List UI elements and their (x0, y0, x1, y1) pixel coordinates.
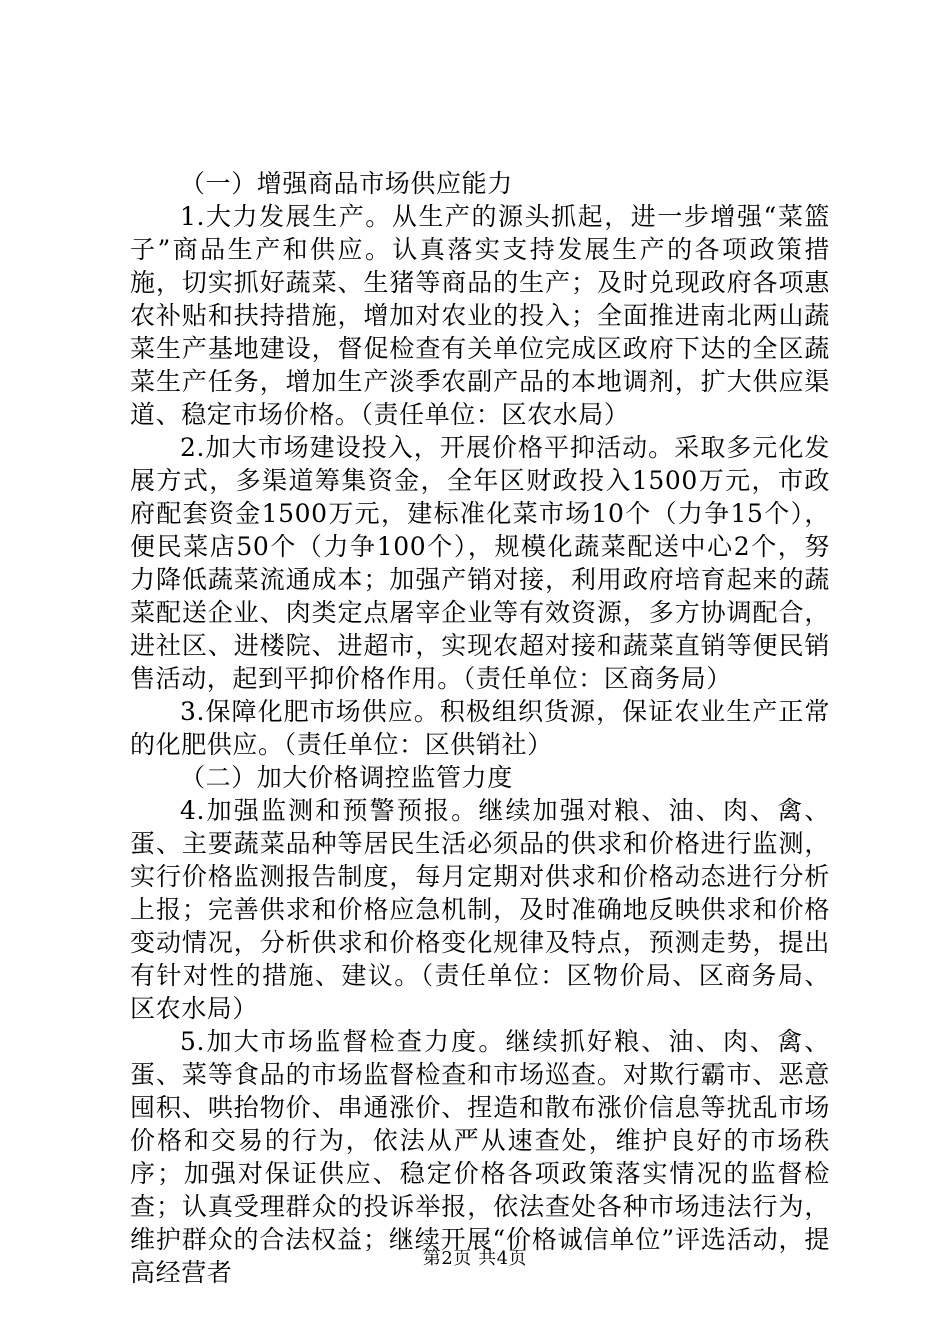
section-heading-1: （一）增强商品市场供应能力 (180, 169, 513, 198)
paragraph-5: 5.加大市场监督检查力度。继续抓好粮、油、肉、禽、蛋、菜等食品的市场监督检查和市场巡查。对欺行霸市、恶意囤积、哄抬物价、串通涨价、捏造和散布涨价信息等扰乱市场价格和交易的行为，依法从严从速查处，维护良好的市场秩序；加强对保证供应、稳定价格各项政策落实情况的监督检查；认真受理群众的投诉举报，依法查处各种市场违法行为，维护群众的合法权益；继续开展“价格诚信单位”评选活动，提高经营者 (130, 1027, 830, 1287)
paragraph-4: 4.加强监测和预警预报。继续加强对粮、油、肉、禽、蛋、主要蔬菜品种等居民生活必须品的供求和价格进行监测，实行价格监测报告制度，每月定期对供求和价格动态进行分析上报；完善供求和价格应急机制，及时准确地反映供求和价格变动情况，分析供求和价格变化规律及特点，预测走势，提出有针对性的措施、建议。（责任单位：区物价局、区商务局、区农水局） (130, 796, 830, 1023)
section-heading-2: （二）加大价格调控监管力度 (180, 763, 513, 792)
paragraph-2: 2.加大市场建设投入，开展价格平抑活动。采取多元化发展方式，多渠道筹集资金，全年区财政投入1500万元，市政府配套资金1500万元，建标准化菜市场10个（力争15个），便民菜店50个（力争100个），规模化蔬菜配送中心2个，努力降低蔬菜流通成本；加强产销对接，利用政府培育起来的蔬菜配送企业、肉类定点屠宰企业等有效资源，多方协调配合，进社区、进楼院、进超市，实现农超对接和蔬菜直销等便民销售活动，起到平抑价格作用。（责任单位：区商务局） (130, 433, 830, 693)
paragraph-1: 1.大力发展生产。从生产的源头抓起，进一步增强“菜篮子”商品生产和供应。认真落实支持发展生产的各项政策措施，切实抓好蔬菜、生猪等商品的生产；及时兑现政府各项惠农补贴和扶持措施，增加对农业的投入；全面推进南北两山蔬菜生产基地建设，督促检查有关单位完成区政府下达的全区蔬菜生产任务，增加生产淡季农副产品的本地调剂，扩大供应渠道、稳定市场价格。（责任单位：区农水局） (130, 202, 830, 429)
page-footer: 第2页 共4页 (422, 1248, 528, 1269)
paragraph-3: 3.保障化肥市场供应。积极组织货源，保证农业生产正常的化肥供应。（责任单位：区供销社） (130, 697, 830, 759)
document-body (130, 167, 830, 1289)
